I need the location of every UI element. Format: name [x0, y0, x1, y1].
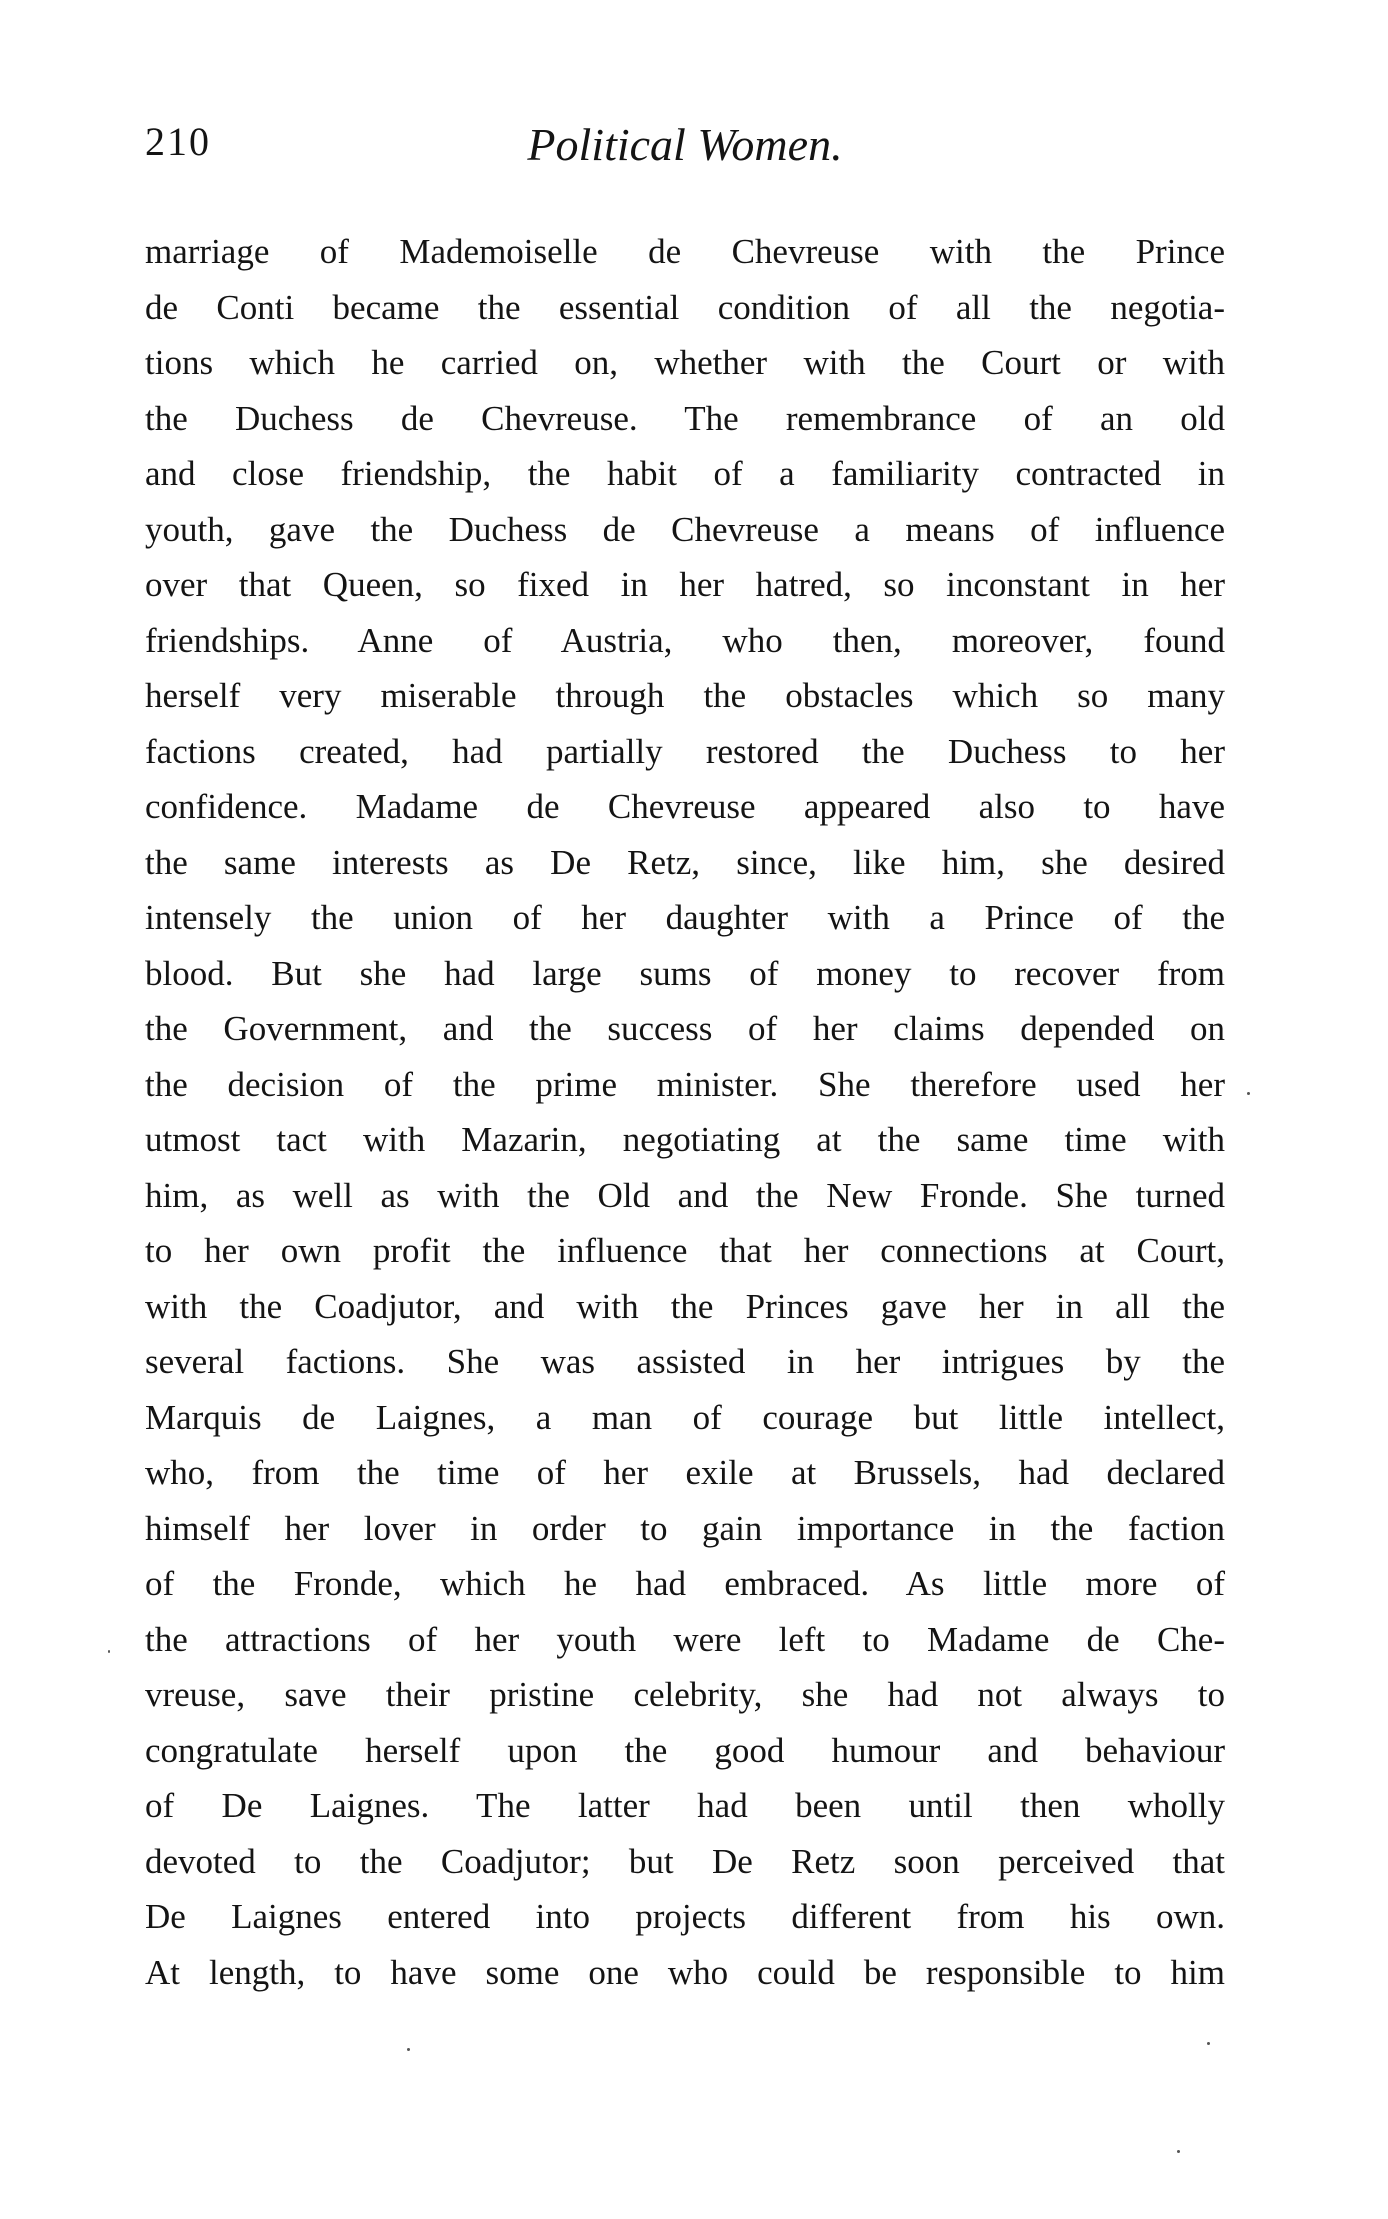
text-line: him, as well as with the Old and the New Fronde. She turned	[145, 1175, 1225, 1215]
text-line: utmost tact with Mazarin, negotiating at the same time with	[145, 1120, 1225, 1159]
text-line: of De Laignes. The latter had been until then wholly	[145, 1786, 1225, 1825]
text-line: marriage of Mademoiselle de Chevreuse with the Prince	[145, 232, 1225, 271]
text-line: himself her lover in order to gain importance in the faction	[145, 1508, 1225, 1548]
text-line: over that Queen, so fixed in her hatred, so inconstant in her	[145, 565, 1225, 604]
scan-speck	[108, 1650, 110, 1653]
text-line: At length, to have some one who could be responsible to him	[145, 1952, 1225, 1992]
text-line: who, from the time of her exile at Brussels, had declared	[145, 1453, 1225, 1492]
text-line: to her own profit the influence that her connections at Court,	[145, 1231, 1225, 1270]
text-line: factions created, had partially restored the Duchess to her	[145, 731, 1225, 771]
scan-speck	[1207, 2042, 1210, 2045]
text-line: intensely the union of her daughter with a Prince of the	[145, 898, 1225, 937]
text-line: of the Fronde, which he had embraced. As little more of	[145, 1564, 1225, 1603]
text-line: the attractions of her youth were left to Madame de Che-	[145, 1619, 1225, 1659]
text-line: with the Coadjutor, and with the Princes gave her in all the	[145, 1286, 1225, 1326]
text-line: De Laignes entered into projects different from his own.	[145, 1897, 1225, 1936]
scan-speck	[407, 2048, 410, 2051]
text-line: the Duchess de Chevreuse. The remembrance of an old	[145, 398, 1225, 438]
text-line: confidence. Madame de Chevreuse appeared also to have	[145, 787, 1225, 826]
scan-speck	[1177, 2150, 1180, 2153]
text-line: congratulate herself upon the good humour and behaviour	[145, 1730, 1225, 1770]
text-line: blood. But she had large sums of money to recover from	[145, 953, 1225, 993]
text-line: Marquis de Laignes, a man of courage but little intellect,	[145, 1397, 1225, 1437]
scan-speck	[1247, 1092, 1250, 1095]
text-line: tions which he carried on, whether with the Court or with	[145, 343, 1225, 382]
page-number: 210	[145, 119, 211, 164]
running-title: Political Women.	[527, 119, 843, 170]
text-line: de Conti became the essential condition of all the negotia-	[145, 287, 1225, 327]
text-line: devoted to the Coadjutor; but De Retz soon perceived that	[145, 1841, 1225, 1881]
text-line: vreuse, save their pristine celebrity, she had not always to	[145, 1675, 1225, 1714]
text-line: youth, gave the Duchess de Chevreuse a means of influence	[145, 509, 1225, 549]
text-line: several factions. She was assisted in her intrigues by the	[145, 1342, 1225, 1381]
text-line: friendships. Anne of Austria, who then, moreover, found	[145, 620, 1225, 660]
text-line: the same interests as De Retz, since, like him, she desired	[145, 842, 1225, 882]
text-line: the Government, and the success of her claims depended on	[145, 1009, 1225, 1048]
text-line: herself very miserable through the obstacles which so many	[145, 676, 1225, 715]
body-text	[145, 224, 1225, 2000]
text-line: and close friendship, the habit of a familiarity contracted in	[145, 454, 1225, 493]
page-header	[145, 118, 1225, 188]
text-line: the decision of the prime minister. She therefore used her	[145, 1064, 1225, 1104]
